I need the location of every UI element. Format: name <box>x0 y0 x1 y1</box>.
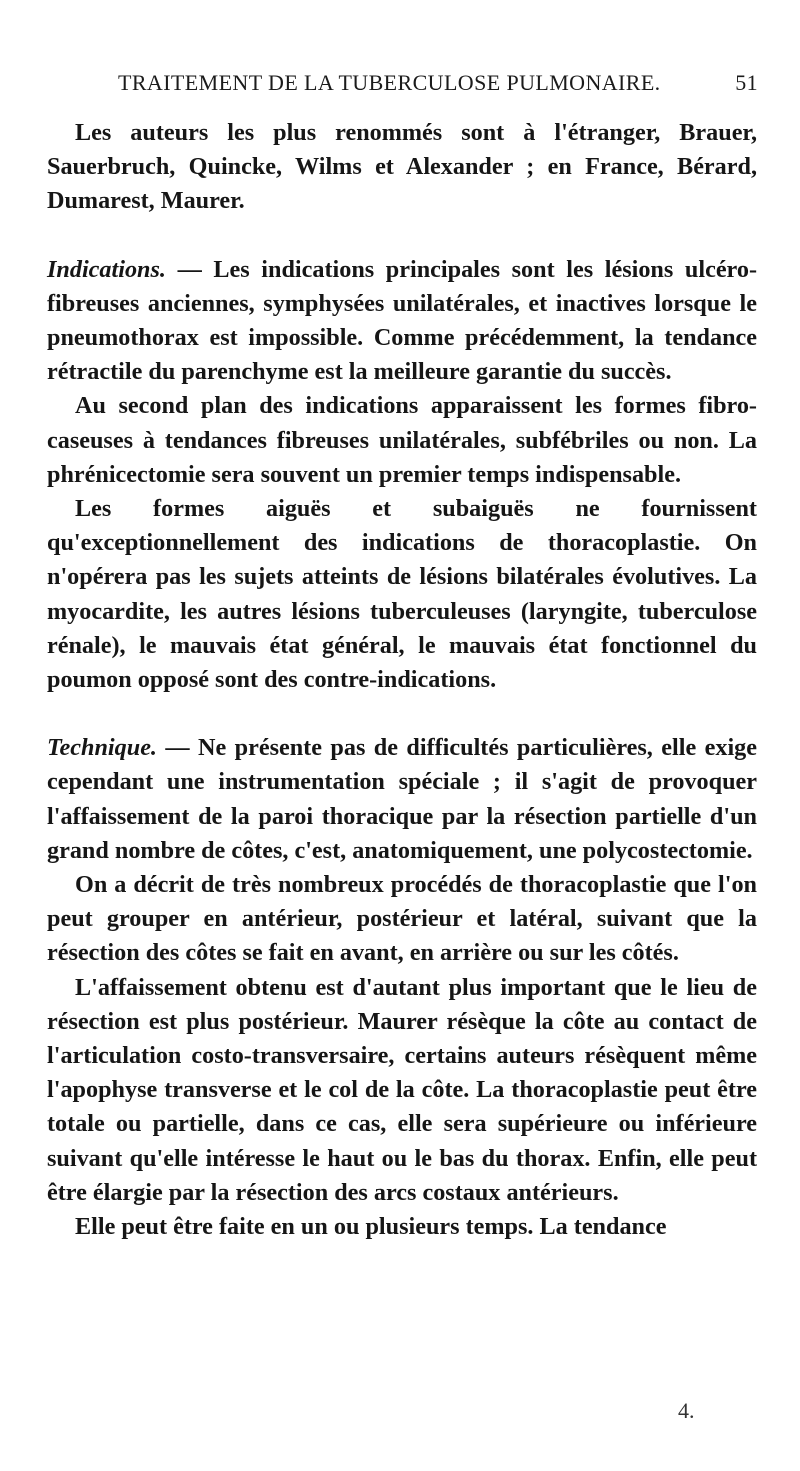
paragraph-authors: Les auteurs les plus renommés sont à l'étranger, Brauer, Sauerbruch, Quincke, Wilms et Alexander ; en France, Bérard, Dumarest, Maurer. <box>47 119 757 215</box>
paragraph-affaissement: L'affaissement obtenu est d'autant plus important que le lieu de résection est plus postérieur. Maurer résèque la côte au contact de l'articulation costo-transversaire, certains auteurs résèquent même l'apophyse transverse et le col de la côte. La thoracoplastie peut être totale ou partielle, dans ce cas, elle sera supérieure ou inférieure suivant qu'elle intéresse le haut ou le bas du thorax. Enfin, elle peut être élargie par la résection des arcs costaux antérieurs. <box>47 973 757 1206</box>
body-text <box>47 116 757 1244</box>
section-lead-indications: Indications. <box>47 255 166 283</box>
paragraph-indications: Indications. — Les indications principales sont les lésions ulcéro-fibreuses anciennes, symphysées unilatérales, et inactives lorsque le pneumothorax est impossible. Comme précédemment, la tendance rétractile du parenchyme est la meilleure garantie du succès. <box>47 255 757 386</box>
signature-mark: 4. <box>678 1398 695 1423</box>
running-title: TRAITEMENT DE LA TUBERCULOSE PULMONAIRE. <box>118 70 661 95</box>
paragraph-temps: Elle peut être faite en un ou plusieurs temps. La tendance <box>75 1213 667 1241</box>
paragraph-second-plan: Au second plan des indications apparaissent les formes fibro-caseuses à tendances fibreuses unilatérales, subfébriles ou non. La phrénicectomie sera souvent un premier temps indispensable. <box>47 392 757 488</box>
paragraph-contre-indications: Les formes aiguës et subaiguës ne fournissent qu'exceptionnellement des indications de thoracoplastie. On n'opérera pas les sujets atteints de lésions bilatérales évolutives. La myocardite, les autres lésions tuberculeuses (laryngite, tuberculose rénale), le mauvais état général, le mauvais état fonctionnel du poumon opposé sont des contre-indications. <box>47 495 757 694</box>
paragraph-procedes: On a décrit de très nombreux procédés de thoracoplastie que l'on peut grouper en antérieur, postérieur et latéral, suivant que la résection des côtes se fait en avant, en arrière ou sur les côtés. <box>47 871 757 967</box>
page-number: 51 <box>735 70 758 95</box>
paragraph-technique: Technique. — Ne présente pas de difficultés particulières, elle exige cependant une instrumentation spéciale ; il s'agit de provoquer l'affaissement de la paroi thoracique par la résection partielle d'un grand nombre de côtes, c'est, anatomiquement, une polycostectomie. <box>47 734 757 864</box>
section-lead-technique: Technique. <box>47 734 157 762</box>
